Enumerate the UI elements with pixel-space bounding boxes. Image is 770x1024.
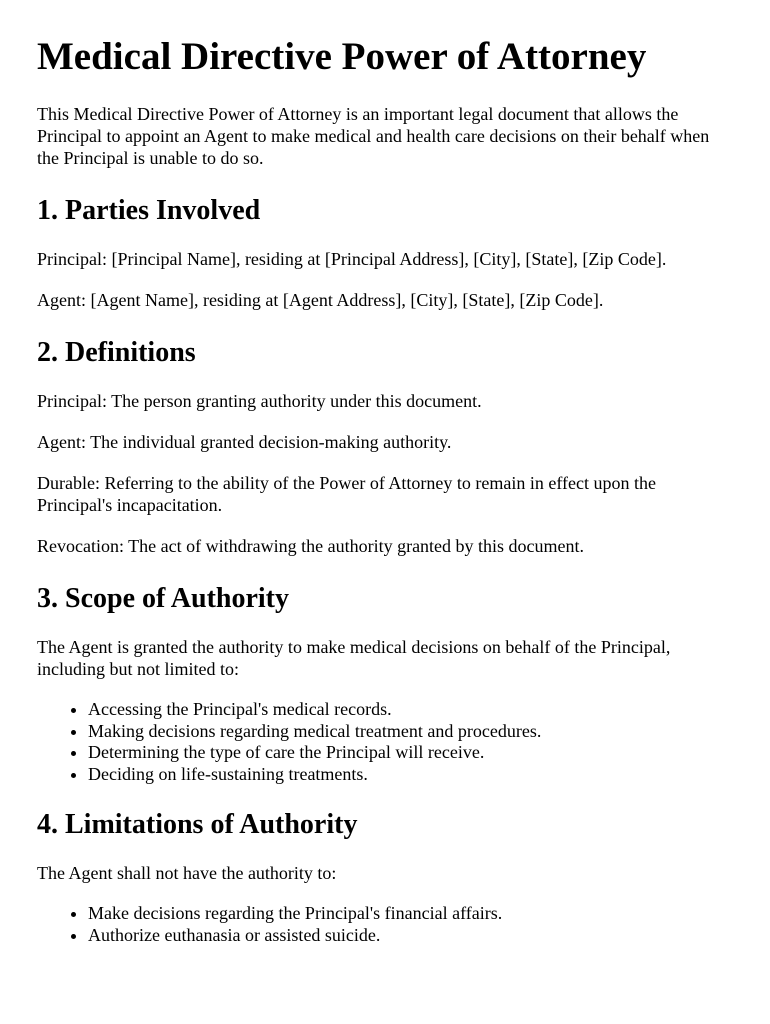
agent-paragraph: Agent: [Agent Name], residing at [Agent Address], [City], [State], [Zip Code]. bbox=[37, 290, 604, 310]
definition-principal: Principal: The person granting authority under this document. bbox=[37, 391, 482, 411]
scope-paragraph: The Agent is granted the authority to make medical decisions on behalf of the Principal, including but not limited to: bbox=[37, 637, 671, 679]
list-item: • Determining the type of care the Principal will receive. bbox=[88, 742, 733, 764]
list-item: • Authorize euthanasia or assisted suicide. bbox=[88, 925, 733, 947]
limitations-list bbox=[37, 903, 733, 946]
section-heading-definitions: 2. Definitions bbox=[37, 337, 196, 368]
section-heading-limitations: 4. Limitations of Authority bbox=[37, 809, 358, 840]
list-item: • Making decisions regarding medical treatment and procedures. bbox=[88, 721, 733, 743]
section-heading-parties: 1. Parties Involved bbox=[37, 195, 261, 226]
document-title: Medical Directive Power of Attorney bbox=[37, 35, 647, 78]
list-item: • Accessing the Principal's medical records. bbox=[88, 699, 733, 721]
list-item: • Make decisions regarding the Principal's financial affairs. bbox=[88, 903, 733, 925]
definition-agent: Agent: The individual granted decision-making authority. bbox=[37, 432, 452, 452]
definition-revocation: Revocation: The act of withdrawing the authority granted by this document. bbox=[37, 536, 585, 556]
section-heading-scope: 3. Scope of Authority bbox=[37, 583, 289, 614]
scope-list bbox=[37, 699, 733, 785]
definition-durable: Durable: Referring to the ability of the Power of Attorney to remain in effect upon the Principal's incapacitation. bbox=[37, 473, 656, 515]
limitations-paragraph: The Agent shall not have the authority to: bbox=[37, 863, 337, 883]
list-item: • Deciding on life-sustaining treatments. bbox=[88, 764, 733, 786]
intro-paragraph: This Medical Directive Power of Attorney is an important legal document that allows the Principal to appoint an Agent to make medical and health care decisions on their behalf when the Principal is unable to do so. bbox=[37, 104, 710, 168]
principal-paragraph: Principal: [Principal Name], residing at [Principal Address], [City], [State], [Zip Code]. bbox=[37, 249, 667, 269]
